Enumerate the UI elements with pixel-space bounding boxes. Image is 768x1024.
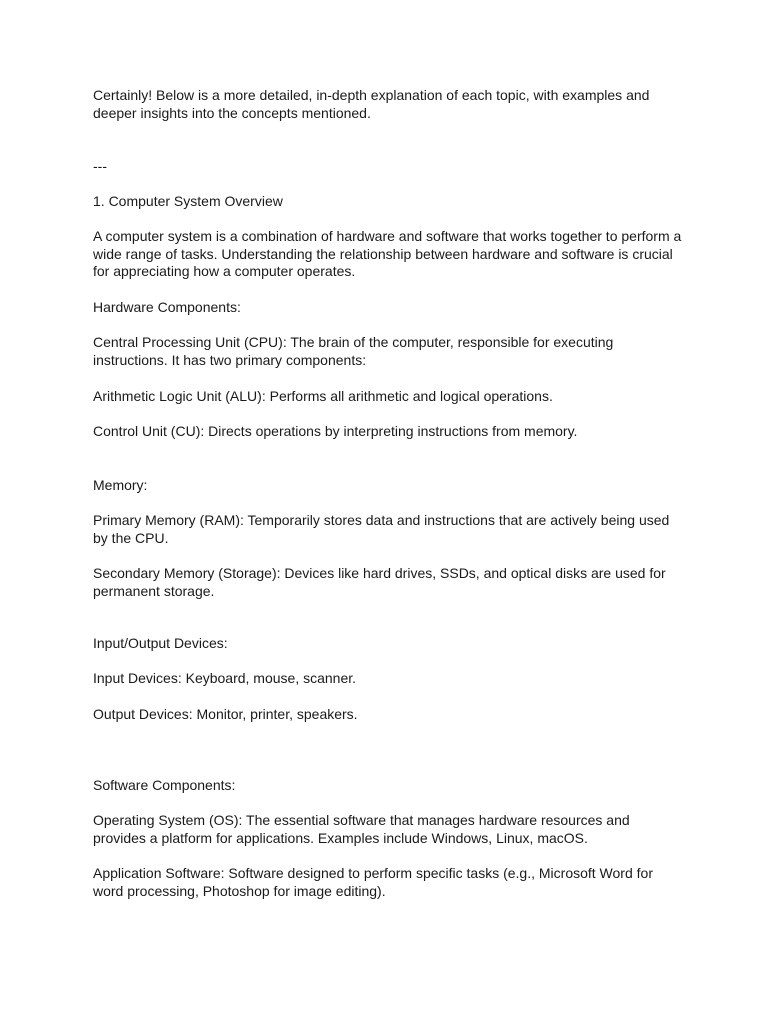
overview-paragraph: A computer system is a combination of hardware and software that works together to perform a wide range of tasks. Understanding the relationship between hardware and software is crucial for appreciating how a computer operates.	[93, 228, 686, 279]
storage-paragraph: Secondary Memory (Storage): Devices like hard drives, SSDs, and optical disks are used for permanent storage.	[93, 565, 670, 599]
section-title: 1. Computer System Overview	[93, 193, 283, 209]
hardware-heading: Hardware Components:	[93, 299, 241, 315]
os-paragraph: Operating System (OS): The essential software that manages hardware resources and provides a platform for applications. Examples include Windows, Linux, macOS.	[93, 812, 634, 846]
io-heading: Input/Output Devices:	[93, 635, 228, 651]
alu-paragraph: Arithmetic Logic Unit (ALU): Performs all arithmetic and logical operations.	[93, 388, 553, 404]
input-devices-paragraph: Input Devices: Keyboard, mouse, scanner.	[93, 670, 357, 686]
output-devices-paragraph: Output Devices: Monitor, printer, speakers.	[93, 706, 358, 722]
cu-paragraph: Control Unit (CU): Directs operations by interpreting instructions from memory.	[93, 423, 578, 439]
memory-heading: Memory:	[93, 477, 148, 493]
intro-paragraph: Certainly! Below is a more detailed, in-depth explanation of each topic, with examples and deeper insights into the concepts mentioned.	[93, 87, 654, 121]
ram-paragraph: Primary Memory (RAM): Temporarily stores data and instructions that are actively being used by the CPU.	[93, 512, 674, 546]
cpu-paragraph: Central Processing Unit (CPU): The brain of the computer, responsible for executing instructions. It has two primary components:	[93, 334, 618, 368]
separator: ---	[93, 158, 107, 174]
software-heading: Software Components:	[93, 777, 236, 793]
application-software-paragraph: Application Software: Software designed to perform specific tasks (e.g., Microsoft Word for word processing, Photoshop for image editing).	[93, 865, 657, 899]
